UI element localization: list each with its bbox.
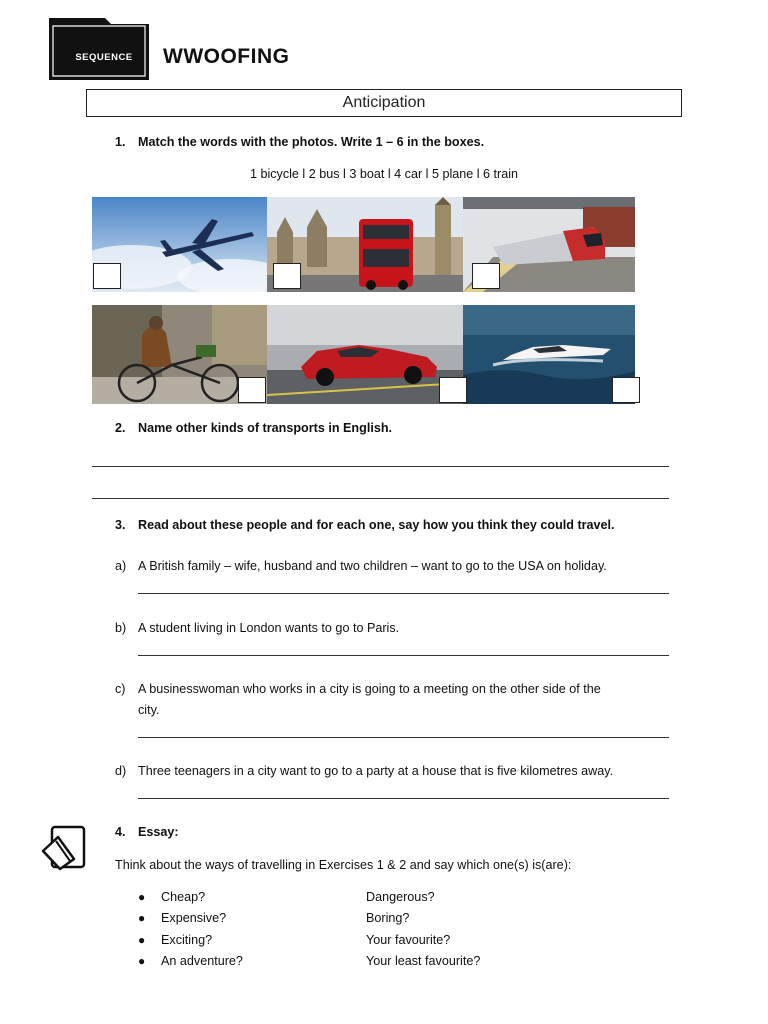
question-number: 1. xyxy=(115,135,126,149)
item-c xyxy=(0,682,768,698)
item-d xyxy=(0,764,768,780)
item-letter: c) xyxy=(115,682,126,696)
question-4 xyxy=(0,825,768,841)
bullet: ● xyxy=(138,933,146,947)
answer-box-bicycle[interactable] xyxy=(238,377,266,403)
item-a xyxy=(0,559,768,575)
list-item: Boring? xyxy=(366,911,410,925)
question-number: 3. xyxy=(115,518,126,532)
item-letter: d) xyxy=(115,764,127,778)
boat-photo xyxy=(463,305,635,404)
item-letter: b) xyxy=(115,621,127,635)
item-b xyxy=(0,621,768,637)
section-title: Anticipation xyxy=(342,94,426,111)
item-text: A businesswoman who works in a city is going to a meeting on the other side of the xyxy=(138,682,601,696)
answer-box-bus[interactable] xyxy=(273,263,301,289)
item-text: A student living in London wants to go to Paris. xyxy=(138,621,400,635)
essay-prompt: Think about the ways of travelling in Exercises 1 & 2 and say which one(s) is(are): xyxy=(115,858,572,872)
item-text: A British family – wife, husband and two children – want to go to the USA on holiday. xyxy=(138,559,607,573)
sequence-folder-logo xyxy=(47,16,151,82)
answer-line[interactable] xyxy=(138,737,669,738)
list-item: Your least favourite? xyxy=(366,954,481,968)
answer-line[interactable] xyxy=(138,655,669,656)
list-item: An adventure? xyxy=(161,954,243,968)
brand-title: WWOOFING xyxy=(163,45,290,68)
answer-line[interactable] xyxy=(138,593,669,594)
logo-text: SEQUENCE xyxy=(75,52,133,63)
question-2 xyxy=(0,421,768,437)
answer-line[interactable] xyxy=(138,798,669,799)
question-instruction: Name other kinds of transports in English. xyxy=(138,421,393,435)
answer-line[interactable] xyxy=(92,466,669,467)
bullet: ● xyxy=(138,954,146,968)
question-1 xyxy=(0,135,768,151)
question-3 xyxy=(0,518,768,534)
list-item: Exciting? xyxy=(161,933,213,947)
car-photo xyxy=(267,305,463,404)
list-item: Expensive? xyxy=(161,911,227,925)
answer-box-train[interactable] xyxy=(472,263,500,289)
list-item: Your favourite? xyxy=(366,933,451,947)
item-text: Three teenagers in a city want to go to a party at a house that is five kilometres away. xyxy=(138,764,614,778)
answer-line[interactable] xyxy=(92,498,669,499)
question-instruction: Match the words with the photos. Write 1 – 6 in the boxes. xyxy=(138,135,485,149)
question-instruction: Read about these people and for each one, say how you think they could travel. xyxy=(138,518,615,532)
item-letter: a) xyxy=(115,559,127,573)
bullet: ● xyxy=(138,911,146,925)
essay-title: Essay: xyxy=(138,825,179,839)
item-text-continued: city. xyxy=(138,703,160,717)
word-list: 1 bicycle l 2 bus l 3 boat l 4 car l 5 plane l 6 train xyxy=(249,167,519,181)
answer-box-boat[interactable] xyxy=(612,377,640,403)
list-item: Cheap? xyxy=(161,890,206,904)
answer-box-plane[interactable] xyxy=(93,263,121,289)
list-item: Dangerous? xyxy=(366,890,435,904)
bullet: ● xyxy=(138,890,146,904)
section-title-box xyxy=(86,89,682,117)
question-number: 4. xyxy=(115,825,126,839)
answer-box-car[interactable] xyxy=(439,377,467,403)
question-number: 2. xyxy=(115,421,126,435)
